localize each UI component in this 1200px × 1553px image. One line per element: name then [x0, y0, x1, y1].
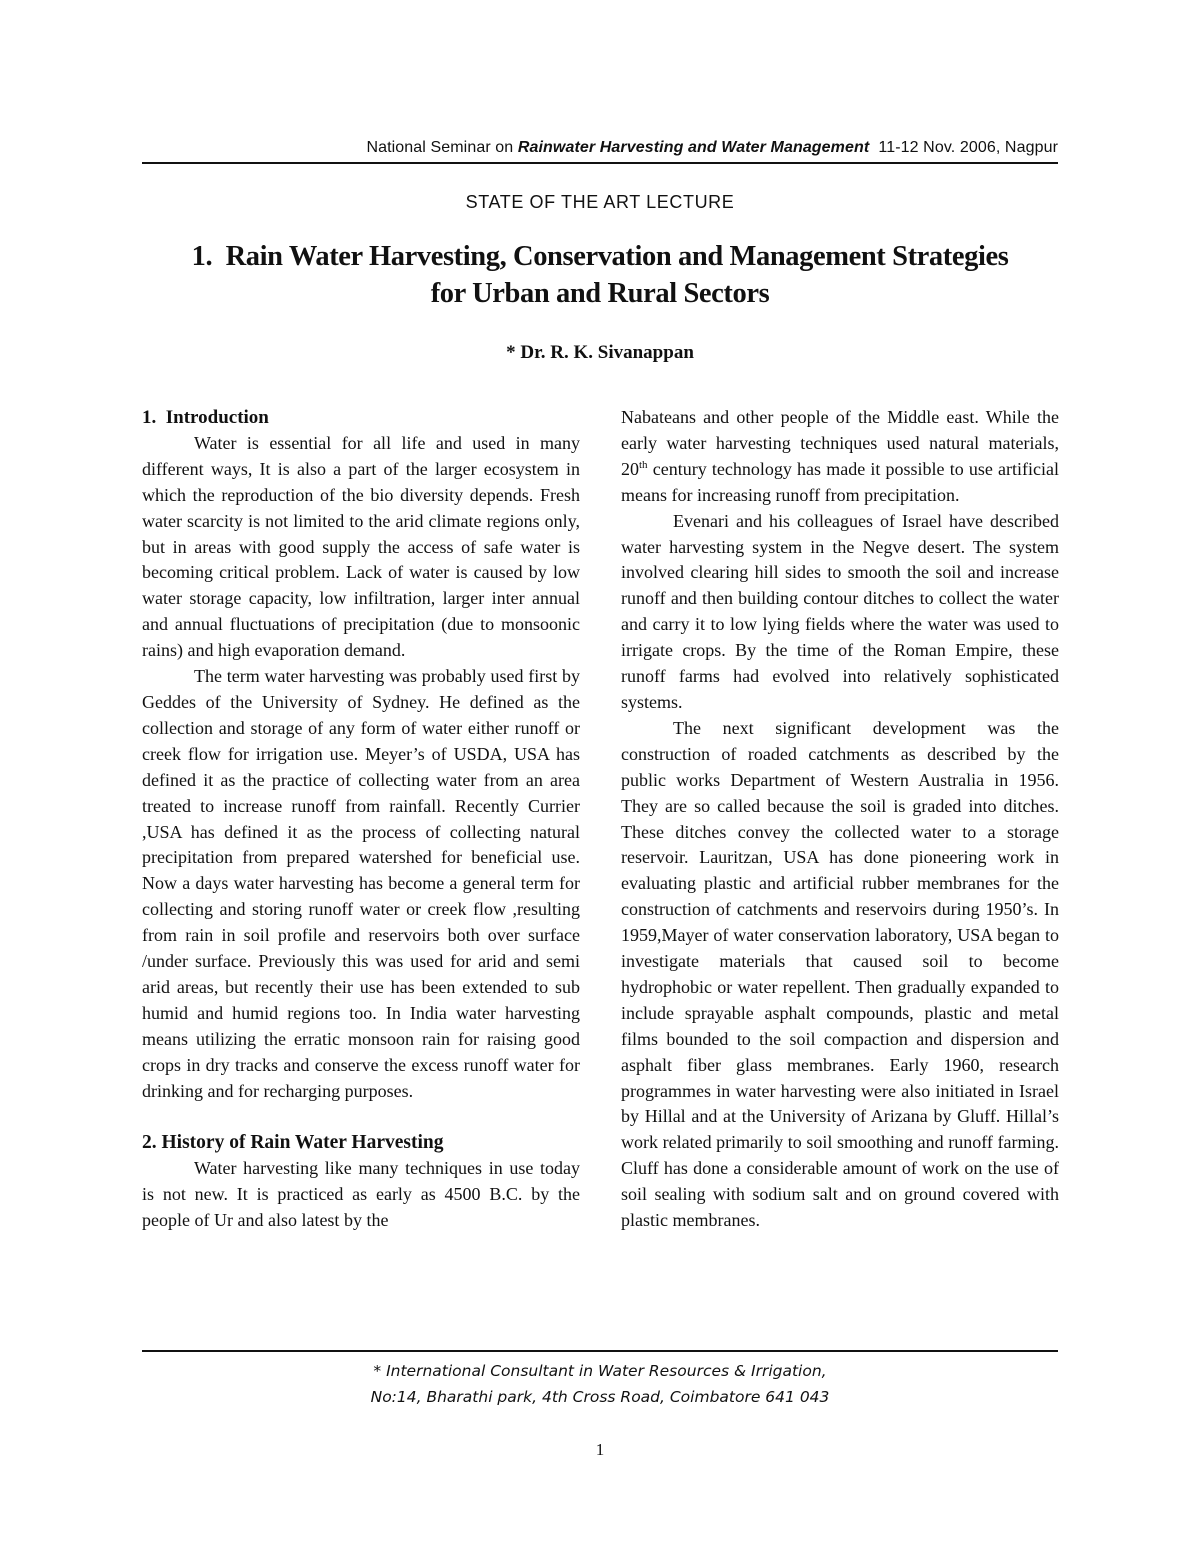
header-rule: [142, 162, 1058, 164]
footnote-line-1: * International Consultant in Water Resources & Irrigation,: [373, 1362, 827, 1380]
author-name: * Dr. R. K. Sivanappan: [506, 342, 694, 363]
running-head-prefix: National Seminar on: [366, 139, 518, 156]
footnote-line-2: No:14, Bharathi park, 4th Cross Road, Coimbatore 641 043: [370, 1388, 830, 1406]
right-column: [621, 405, 1059, 1234]
history-paragraph-1-continued-text-a: Nabateans and other people of the Middle east. While the early water harvesting techniques used natural materials, 20: [621, 407, 1059, 479]
footnote-rule: [142, 1350, 1058, 1352]
lecture-kicker: STATE OF THE ART LECTURE: [465, 192, 735, 212]
intro-paragraph-2: The term water harvesting was probably used first by Geddes of the University of Sydney. He defined as the collection and storage of any form of water either runoff or creek flow for irrigation use. Meyer’s of USDA, USA has defined it as the practice of collecting water from an area treated to increase runoff from rainfall. Recently Currier ,USA has defined it as the process of collecting natural precipitation from prepared watershed for beneficial use. Now a days water harvesting has become a general term for collecting and storing runoff water or creek flow ,resulting from rain in soil profile and reservoirs both over surface /under surface. Previously this was used for arid and semi arid areas, but recently their use has been extended to sub humid and humid regions too. In India water harvesting means utilizing the erratic monsoon rain for raising good crops in dry tracks and conserve the excess runoff water for drinking and for recharging purposes.: [142, 666, 580, 1101]
history-paragraph-3: The next significant development was the construction of roaded catchments as described by the public works Department of Western Australia in 1956. They are so called because the soil is graded into ditches. These ditches convey the collected water to a storage reservoir. Lauritzan, USA has done pioneering work in evaluating plastic and artificial rubber membranes for the construction of catchments and reservoirs during 1950’s. In 1959,Mayer of water conservation laboratory, USA began to investigate materials that caused soil to become hydrophobic or water repellent. Then gradually expanded to include sprayable asphalt compounds, plastic and metal films bounded to the soil compaction and dispersion and asphalt fiber glass membranes. Early 1960, research programmes in water harvesting were also initiated in Israel by Hillal and at the University of Arizana by Gluff. Hillal’s work related primarily to soil smoothing and runoff farming. Cluff has done a considerable amount of work on the use of soil sealing with sodium salt and on ground covered with plastic membranes.: [621, 717, 1059, 1231]
page-number: 1: [595, 1440, 605, 1459]
section-heading-history: 2. History of Rain Water Harvesting: [142, 1132, 444, 1154]
history-paragraph-1-continued-text-b: century technology has made it possible to use artificial means for increasing runoff from precipitation.: [621, 458, 1059, 505]
title-line-1: 1. Rain Water Harvesting, Conservation and Management Strategies: [191, 241, 1009, 272]
title-line-2: for Urban and Rural Sectors: [430, 278, 770, 309]
author-footnote: [142, 1358, 1058, 1410]
paper-title: [142, 238, 1058, 312]
section-heading-introduction: 1. Introduction: [142, 407, 269, 428]
running-head-event-title: Rainwater Harvesting and Water Management: [517, 139, 870, 156]
superscript-th: th: [639, 458, 648, 471]
history-paragraph-1: Water harvesting like many techniques in use today is not new. It is practiced as early as 4500 B.C. by the people of Ur and also latest by the: [142, 1158, 580, 1231]
intro-paragraph-1: Water is essential for all life and used in many different ways, It is also a part of the larger ecosystem in which the reproduction of the bio diversity depends. Fresh water scarcity is not limited to the arid climate regions only, but in areas with good supply the access of safe water is becoming critical problem. Lack of water is caused by low water storage capacity, low infiltration, larger inter annual and annual fluctuations of precipitation (due to monsoonic rains) and high evaporation demand.: [142, 432, 580, 661]
history-paragraph-2: Evenari and his colleagues of Israel have described water harvesting system in the Negve desert. The system involved clearing hill sides to smooth the soil and increase runoff and then building contour ditches to collect the water and carry it to low lying fields where the water was used to irrigate crops. By the time of the Roman Empire, these runoff farms had evolved into relatively sophisticated systems.: [621, 510, 1059, 712]
running-head: [142, 139, 1058, 157]
left-column: [142, 405, 580, 1234]
running-head-suffix: 11-12 Nov. 2006, Nagpur: [869, 139, 1058, 156]
history-paragraph-1-continued: [621, 405, 1059, 509]
